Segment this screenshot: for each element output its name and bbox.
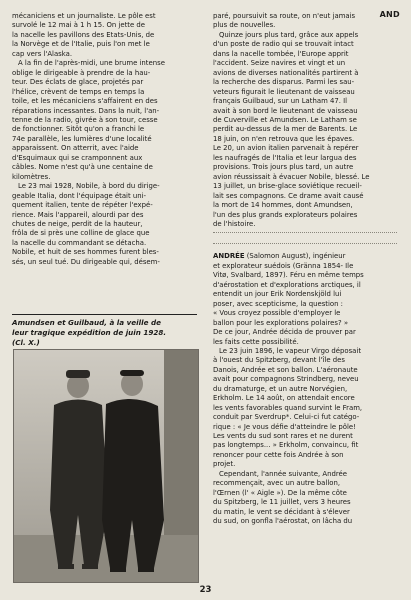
text-line: avion réussissait à évacuer Nobile, blessé. Le (213, 172, 370, 181)
text-line: d'aérostation et d'explorations arctiques, il (213, 280, 361, 289)
text-line: Vitø, Svalbard, 1897). Féru en même temps (213, 271, 364, 280)
text-line: quement italien, tente de répéter l'expé- (12, 201, 153, 210)
text-line: oblige le dirigeable à prendre de la hau- (12, 68, 151, 77)
text-line: la nacelle les pavillons des Etats-Unis, de (12, 30, 155, 39)
text-line: De ce jour, Andrée décida de prouver par (213, 328, 356, 337)
caption-line: leur tragique expédition de juin 1928. (12, 328, 167, 337)
text-line: recommençait, avec un autre ballon, (213, 479, 341, 488)
text-line: les faits cette possibilité. (213, 337, 299, 346)
text-line: réparations incessantes. Dans la nuit, l'an- (12, 106, 160, 115)
text-line: provisions. Trois jours plus tard, un autre (213, 163, 354, 172)
text-line: kilomètres. (12, 172, 51, 181)
text-line: les vents favorables quand survint le Fram, (213, 403, 363, 412)
text-line: l'Œrnen (l' « Aigle »). De la même côte (213, 488, 347, 497)
text-line: 18 juin, on n'en retrouva que les épaves. (213, 134, 355, 143)
text-line: mécaniciens et un journaliste. Le pôle est (12, 12, 156, 20)
text-line: la mort de 14 hommes, dont Amundsen, (213, 201, 353, 210)
historical-photo (13, 349, 199, 583)
text-line: l'hélice, crèvent de temps en temps la (12, 87, 145, 96)
text-line: français Guilbaud, sur un Latham 47. Il (213, 97, 348, 106)
text-line: l'un des plus grands explorateurs polaires (213, 210, 358, 219)
text-line: du matin, le vent se décidant à s'élever (213, 507, 350, 516)
text-line: sés, un seul tué. Du dirigeable qui, désem- (12, 257, 160, 266)
text-line: geable Italia, dont l'équipage était uni- (12, 191, 147, 200)
text-line: de l'histoire. (213, 219, 256, 228)
text-line: l'accident. Seize navires et vingt et un (213, 59, 346, 68)
text-line: du Spitzberg, le 11 juillet, vers 3 heures (213, 498, 351, 507)
text-line: du dramaturge, et un autre Norvégien, (213, 384, 348, 393)
entry-first-text: (Salomon August), ingénieur (244, 252, 346, 261)
text-line: Cependant, l'année suivante, Andrée (219, 469, 347, 478)
text-line: câbles. Nome n'est qu'à une centaine de (12, 163, 153, 172)
entry-first-line (213, 252, 397, 261)
separator-rule (213, 232, 397, 244)
text-line: veteurs figurait le lieutenant de vaisseau (213, 87, 355, 96)
text-line: la nacelle du commandant se détacha. (12, 238, 147, 247)
text-line: conduit par Sverdrup*. Celui-ci fut catégo- (213, 413, 360, 422)
text-line: Nobile, et huit de ses hommes furent bles- (12, 248, 159, 257)
text-line: renoncer pour cette fois Andrée à son (213, 450, 344, 459)
text-line: à l'ouest du Spitzberg, devant l'île des (213, 356, 345, 365)
text-line: Erkholm. Le 14 août, on attendait encore (213, 394, 355, 403)
text-line: 13 juillet, un brise-glace soviétique recueil- (213, 182, 362, 191)
text-line: ballon pour les explorations polaires? » (213, 318, 349, 327)
text-line: Le 23 mai 1928, Nobile, à bord du dirige- (18, 182, 160, 191)
text-line: la Norvège et de l'Italie, puis l'on met le (12, 40, 150, 49)
photo-illustration (14, 350, 198, 582)
photo-caption (12, 314, 197, 348)
text-line: pas longtemps... » Erkholm, convaincu, fit (213, 441, 359, 450)
text-line: Le 23 juin 1896, le vapeur Virgo déposait (219, 346, 362, 355)
caption-credit: (Cl. X.) (12, 338, 40, 347)
entry-headword: ANDRÉE (213, 252, 245, 261)
text-line: projet. (213, 460, 236, 469)
page-number: 23 (199, 585, 212, 595)
text-line: entendit un jour Erik Nordenskjöld lui (213, 290, 342, 299)
text-line: survolé le 12 mai à 1 h 15. On jette de (12, 21, 146, 30)
text-line: teur. Des éclats de glace, projetés par (12, 78, 144, 87)
text-line: lait ses compagnons. Ce drame avait causé (213, 191, 364, 200)
text-line: dans la nacelle tombée, l'Europe apprit (213, 49, 349, 58)
text-line: A la fin de l'après-midi, une brume intense (18, 59, 165, 68)
text-line: plus de nouvelles. (213, 21, 276, 30)
text-line: chutes de neige, perdit de la hauteur, (12, 219, 143, 228)
running-header: AND (379, 10, 400, 19)
right-column (213, 12, 397, 527)
text-line: toile, et les mécaniciens s'affairent en des (12, 97, 158, 106)
text-line: Danois, Andrée et son ballon. L'aéronaute (213, 365, 358, 374)
text-line: de Cuverville et Amundsen. Le Latham se (213, 115, 357, 124)
text-line: Le 20, un avion italien parvenait à repérer (213, 144, 359, 153)
text-line: paré, poursuivit sa route, on n'eut jamais (213, 12, 356, 20)
text-line: les naufragés de l'Italia et leur largua des (213, 153, 357, 162)
text-line: et explorateur suédois (Gränna 1854- Ile (213, 261, 354, 270)
text-line: avions de diverses nationalités partirent à (213, 68, 359, 77)
text-line: tenne de la radio, givrée à son tour, cesse (12, 115, 158, 124)
text-line: apparaissent. On atterrit, avec l'aide (12, 144, 139, 153)
text-line: Les vents du sud sont rares et ne durent (213, 432, 353, 441)
text-line: la recherche des disparus. Parmi les sau- (213, 78, 355, 87)
text-line: cap vers l'Alaska. (12, 49, 73, 58)
text-line: d'Esquimaux qui se cramponnent aux (12, 153, 143, 162)
text-line: poser, avec scepticisme, la question : (213, 299, 343, 308)
text-line: 74e parallèle, les lumières d'une localité (12, 134, 152, 143)
text-line: Quinze jours plus tard, grâce aux appels (219, 30, 359, 39)
text-line: de fonctionner. Sitôt qu'on a franchi le (12, 125, 145, 134)
text-line: rique : « Je vous défie d'atteindre le pôle! (213, 422, 356, 431)
text-line: du sud, on gonfla l'aérostat, on lâcha du (213, 517, 353, 526)
text-line: « Vous croyez possible d'employer le (213, 309, 341, 318)
text-line: perdit au-dessus de la mer de Barents. Le (213, 125, 358, 134)
left-column (12, 12, 197, 267)
text-line: d'un poste de radio qui se trouvait intact (213, 40, 354, 49)
text-line: rience. Mais l'appareil, alourdi par des (12, 210, 144, 219)
text-line: avait pour compagnons Strindberg, neveu (213, 375, 359, 384)
text-line: frôla de si près une colline de glace que (12, 229, 150, 238)
caption-line: Amundsen et Guilbaud, à la veille de (12, 318, 161, 327)
text-line: avait à son bord le lieutenant de vaisseau (213, 106, 358, 115)
